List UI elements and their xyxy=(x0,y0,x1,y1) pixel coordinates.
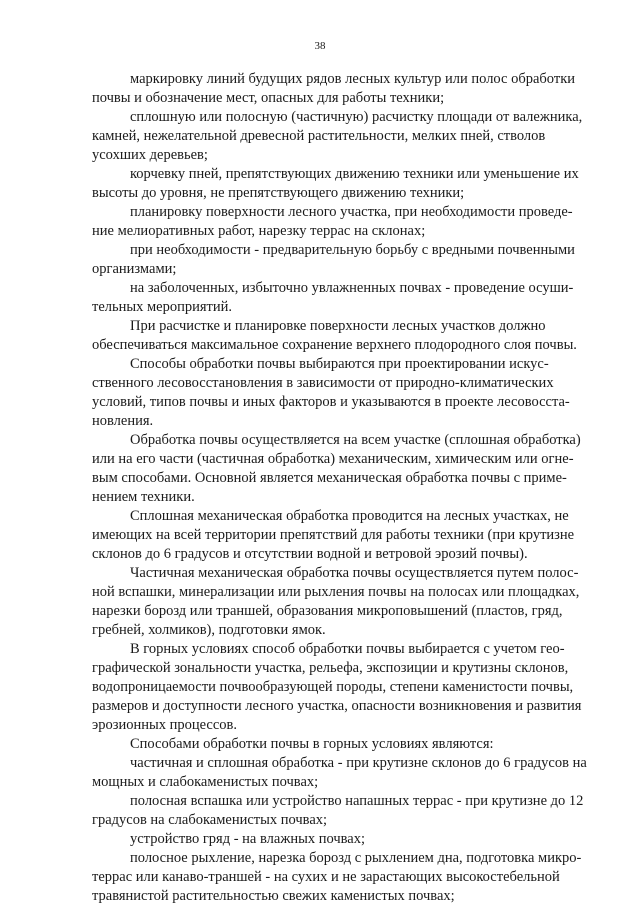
text-line: нарезки борозд или траншей, образования микроповышений (пластов, гряд, xyxy=(92,603,563,619)
text-line: условий, типов почвы и иных факторов и указываются в проекте лесовосста- xyxy=(92,394,570,410)
text-line: вым способами. Основной является механическая обработка почвы с приме- xyxy=(92,470,567,486)
text-line: размеров и доступности лесного участка, опасности возникновения и развития xyxy=(92,698,582,714)
paragraph xyxy=(92,830,604,849)
text-line: ственного лесовосстановления в зависимости от природно-климатических xyxy=(92,375,554,391)
text-line: Частичная механическая обработка почвы осуществляется путем полос- xyxy=(130,565,579,581)
text-line: на заболоченных, избыточно увлажненных почвах - проведение осуши- xyxy=(130,280,574,296)
text-line: усохших деревьев; xyxy=(92,147,208,163)
text-line: террас или канаво-траншей - на сухих и не зарастающих высокостебельной xyxy=(92,869,560,885)
text-line: корчевку пней, препятствующих движению техники или уменьшение их xyxy=(130,166,579,182)
text-line: Способы обработки почвы выбираются при проектировании искус- xyxy=(130,356,549,372)
text-line: частичная и сплошная обработка - при крутизне склонов до 6 градусов на xyxy=(130,755,587,771)
text-line: ной вспашки, минерализации или рыхления почвы на полосах или площадках, xyxy=(92,584,580,600)
paragraph xyxy=(92,70,604,108)
text-line: травянистой растительностью свежих каменистых почвах; xyxy=(92,888,455,904)
text-line: гребней, холмиков), подготовки ямок. xyxy=(92,622,326,638)
text-line: ние мелиоративных работ, нарезку террас на склонах; xyxy=(92,223,426,239)
text-line: планировку поверхности лесного участка, при необходимости проведе- xyxy=(130,204,573,220)
text-line: полосная вспашка или устройство напашных террас - при крутизне до 12 xyxy=(130,793,584,809)
text-line: При расчистке и планировке поверхности лесных участков должно xyxy=(130,318,546,334)
text-line: водопроницаемости почвообразующей породы, степени каменистости почвы, xyxy=(92,679,574,695)
text-line: камней, нежелательной древесной растительности, мелких пней, стволов xyxy=(92,128,546,144)
paragraph xyxy=(92,564,604,640)
text-line: устройство гряд - на влажных почвах; xyxy=(130,831,366,847)
paragraph xyxy=(92,754,604,792)
paragraph xyxy=(92,792,604,830)
text-line: высоты до уровня, не препятствующего движению техники; xyxy=(92,185,465,201)
text-line: Способами обработки почвы в горных условиях являются: xyxy=(130,736,494,752)
paragraph xyxy=(92,507,604,564)
paragraph xyxy=(92,431,604,507)
paragraph xyxy=(92,849,604,906)
paragraph xyxy=(92,108,604,165)
paragraph xyxy=(92,165,604,203)
text-line: Обработка почвы осуществляется на всем участке (сплошная обработка) xyxy=(130,432,581,448)
text-line: тельных мероприятий. xyxy=(92,299,233,315)
text-line: нением техники. xyxy=(92,489,195,505)
page-number: 38 xyxy=(314,40,326,52)
text-line: маркировку линий будущих рядов лесных культур или полос обработки xyxy=(130,71,575,87)
body-text xyxy=(92,70,604,906)
text-line: мощных и слабокаменистых почвах; xyxy=(92,774,319,790)
text-line: почвы и обозначение мест, опасных для работы техники; xyxy=(92,90,445,106)
paragraph xyxy=(92,640,604,735)
paragraph xyxy=(92,355,604,431)
text-line: градусов на слабокаменистых почвах; xyxy=(92,812,328,828)
paragraph xyxy=(92,203,604,241)
text-line: В горных условиях способ обработки почвы выбирается с учетом гео- xyxy=(130,641,565,657)
paragraph xyxy=(92,317,604,355)
text-line: Сплошная механическая обработка проводится на лесных участках, не xyxy=(130,508,569,524)
text-line: графической зональности участка, рельефа, экспозиции и крутизны склонов, xyxy=(92,660,569,676)
text-line: или на его части (частичная обработка) механическим, химическим или огне- xyxy=(92,451,574,467)
text-line: имеющих на всей территории препятствий для работы техники (при крутизне xyxy=(92,527,575,543)
text-line: новления. xyxy=(92,413,154,429)
text-line: обеспечиваться максимальное сохранение верхнего плодородного слоя почвы. xyxy=(92,337,577,353)
text-line: склонов до 6 градусов и отсутствии водной и ветровой эрозий почвы). xyxy=(92,546,528,562)
paragraph xyxy=(92,735,604,754)
text-line: при необходимости - предварительную борьбу с вредными почвенными xyxy=(130,242,575,258)
paragraph xyxy=(92,241,604,279)
text-line: эрозионных процессов. xyxy=(92,717,238,733)
text-line: полосное рыхление, нарезка борозд с рыхлением дна, подготовка микро- xyxy=(130,850,582,866)
text-line: сплошную или полосную (частичную) расчистку площади от валежника, xyxy=(130,109,583,125)
text-line: организмами; xyxy=(92,261,177,277)
paragraph xyxy=(92,279,604,317)
